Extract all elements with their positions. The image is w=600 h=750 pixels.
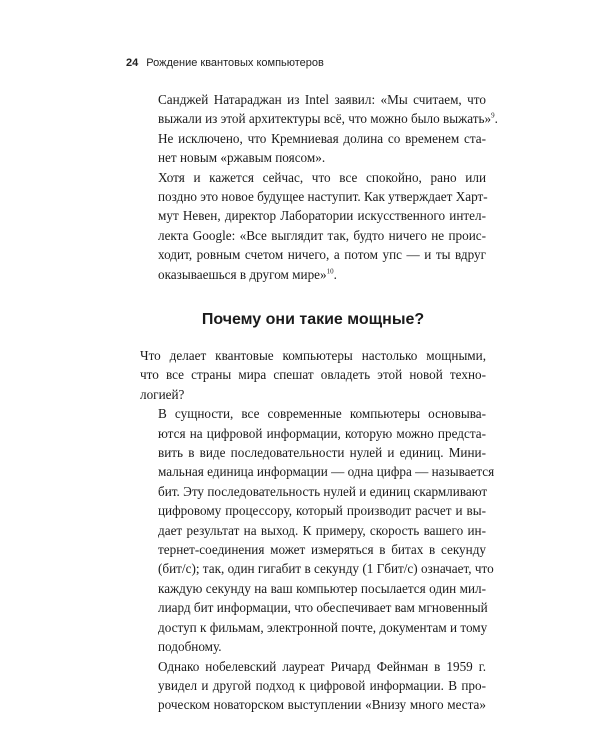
text-line: Хотя и кажется сейчас, что все спокойно, рано или (158, 169, 486, 185)
running-title: Рождение квантовых компьютеров (146, 57, 324, 69)
page-number: 24 (126, 57, 139, 69)
text-line: В сущности, все современные компьютеры основыва- (158, 406, 486, 422)
text-line: доступ к фильмам, электронной почте, документам и тому (158, 619, 488, 635)
text-line: оказываешься в другом мире»$^{10}$. (158, 266, 337, 282)
text-line: лекта Google: «Все выглядит так, будто ничего не проис- (158, 227, 486, 243)
text-line: тернет-соединения может измеряться в битах в секунду (158, 542, 486, 558)
text-line: роческом новаторском выступлении «Внизу много места» (158, 697, 486, 713)
text-line: Однако нобелевский лауреат Ричард Фейнман в 1959 г. (158, 658, 486, 674)
text-line: выжали из этой архитектуры всё, что можно было выжать»$^9$. (158, 111, 498, 127)
text-line: бит. Эту последовательность нулей и единиц скармливают (158, 483, 488, 499)
text-line: ются на цифровой информации, которую можно предста- (158, 425, 486, 441)
text-line: (бит/с); так, один гигабит в секунду (1 Гбит/с) означает, что (158, 561, 494, 577)
text-line: подобному. (158, 639, 222, 655)
text-line: каждую секунду на ваш компьютер посылается один мил- (158, 580, 486, 596)
paragraph (140, 90, 498, 129)
text-line: Не исключено, что Кремниевая долина со временем ста- (158, 130, 486, 146)
text-line: мальная единица информации — одна цифра — называется (158, 464, 495, 480)
text-line: логией? (140, 386, 185, 402)
text-line: поздно это новое будущее наступит. Как утверждает Харт- (158, 189, 488, 205)
text-line: увидел и другой подход к цифровой информации. В про- (158, 677, 486, 693)
footnote-ref: 10 (326, 267, 334, 276)
text-line: дает результат на выход. К примеру, скорость вашего ин- (158, 522, 486, 538)
paragraph (140, 346, 486, 404)
text-line: что все страны мира спешат овладеть этой новой техно- (140, 367, 486, 383)
paragraph (140, 168, 486, 284)
running-head (126, 56, 486, 70)
footnote-ref: 9 (491, 112, 495, 121)
text-line: Что делает квантовые компьютеры настолько мощными, (140, 348, 486, 363)
paragraph (140, 129, 486, 168)
text-line: нет новым «ржавым поясом». (158, 150, 326, 166)
paragraph (140, 657, 486, 715)
section-heading: Почему они такие мощные? (201, 311, 425, 328)
text-line: лиард бит информации, что обеспечивает вам мгновенный (158, 600, 488, 616)
text-line: Санджей Натараджан из Intel заявил: «Мы считаем, что (158, 92, 486, 107)
section-body (140, 346, 495, 715)
text-line: ходит, ровным счетом ничего, а потом упс — и ты вдруг (158, 247, 486, 263)
paragraph (140, 404, 495, 656)
text-line: мут Невен, директор Лаборатории искусственного интел- (158, 208, 486, 224)
section-intro (140, 90, 498, 284)
text-line: цифровому процессору, который производит расчет и вы- (158, 503, 486, 519)
text-line: вить в виде последовательности нулей и единиц. Мини- (158, 445, 486, 461)
